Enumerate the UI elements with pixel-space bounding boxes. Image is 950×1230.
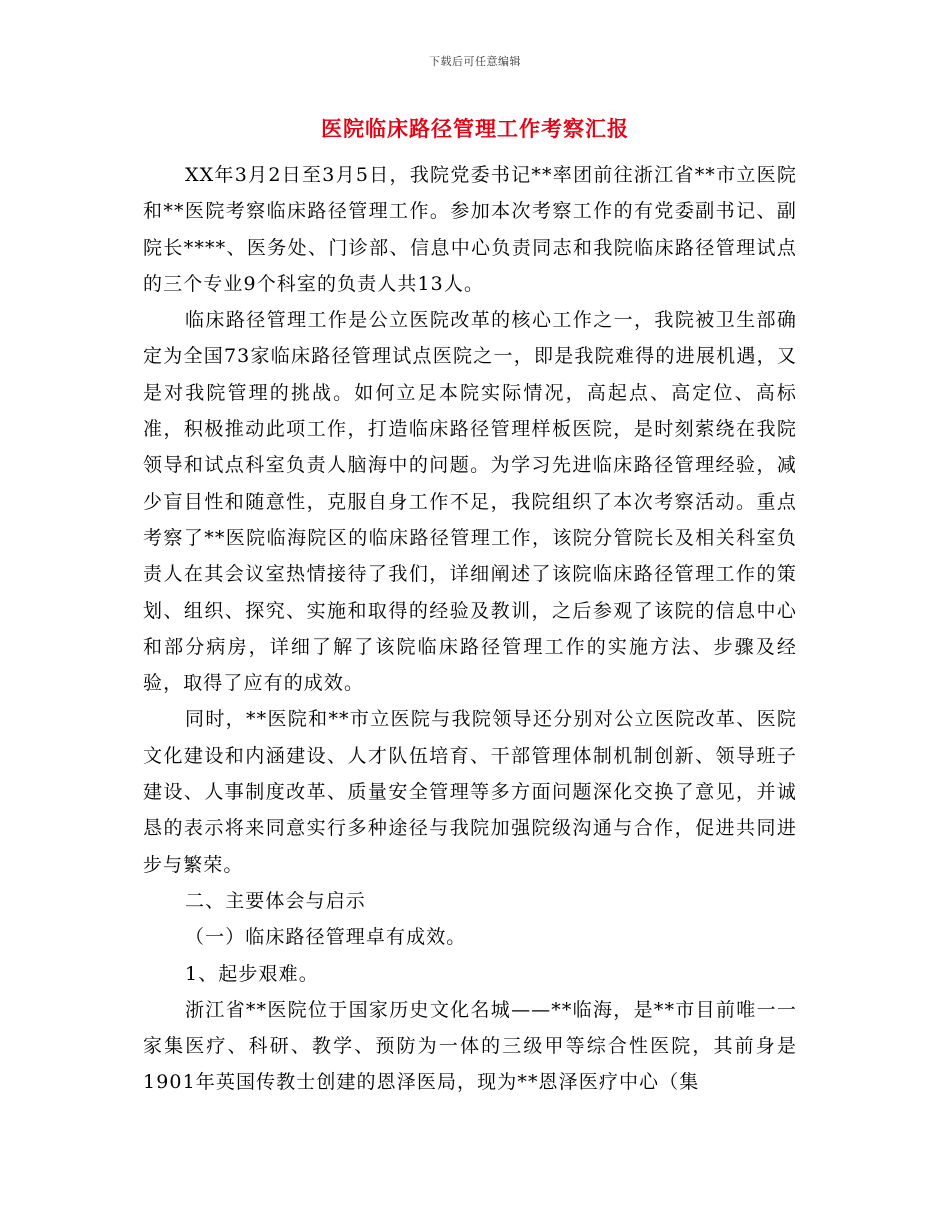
section-heading: 二、主要体会与启示 xyxy=(185,889,366,912)
paragraph-4: 浙江省**医院位于国家历史文化名城——**临海，是**市目前唯一一家集医疗、科研、教学、预防为一体的三级甲等综合性医院，其前身是1901年英国传教士创建的恩泽医局，现为**恩泽医疗中心（集 xyxy=(143,998,797,1094)
paragraph-2: 临床路径管理工作是公立医院改革的核心工作之一，我院被卫生部确定为全国73家临床路径管理试点医院之一，即是我院难得的进展机遇，又是对我院管理的挑战。如何立足本院实际情况，高起点、高定位、高标准，积极推动此项工作，打造临床路径管理样板医院，是时刻萦绕在我院领导和试点科室负责人脑海中的问题。为学习先进临床路径管理经验，减少盲目性和随意性，克服自身工作不足，我院组织了本次考察活动。重点考察了**医院临海院区的临床路径管理工作，该院分管院长及相关科室负责人在其会议室热情接待了我们，详细阐述了该院临床路径管理工作的策划、组织、探究、实施和取得的经验及教训，之后参观了该院的信息中心和部分病房，详细了解了该院临床路径管理工作的实施方法、步骤及经验，取得了应有的成效。 xyxy=(143,309,797,695)
item-heading: 1、起步艰难。 xyxy=(185,962,319,985)
page-header-note: 下载后可任意编辑 xyxy=(429,55,521,68)
document-body xyxy=(143,157,797,1101)
subsection-heading: （一）临床路径管理卓有成效。 xyxy=(185,926,467,949)
paragraph-1: XX年3月2日至3月5日，我院党委书记**率团前往浙江省**市立医院和**医院考察临床路径管理工作。参加本次考察工作的有党委副书记、副院长****、医务处、门诊部、信息中心负责同志和我院临床路径管理试点的三个专业9个科室的负责人共13人。 xyxy=(143,164,797,295)
paragraph-3: 同时，**医院和**市立医院与我院领导还分别对公立医院改革、医院文化建设和内涵建设、人才队伍培育、干部管理体制机制创新、领导班子建设、人事制度改革、质量安全管理等多方面问题深化交换了意见，并诚恳的表示将来同意实行多种途径与我院加强院级沟通与合作，促进共同进步与繁荣。 xyxy=(143,708,797,876)
document-title: 医院临床路径管理工作考察汇报 xyxy=(321,116,629,141)
